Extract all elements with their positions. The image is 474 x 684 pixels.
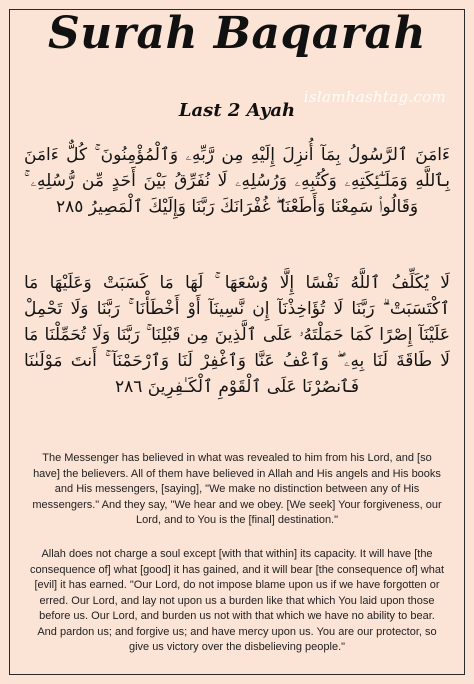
ayah-286-arabic: لَا يُكَلِّفُ ٱللَّهُ نَفْسًا إِلَّا وُسْعَهَا ۚ لَهَا مَا كَسَبَتْ وَعَلَيْهَا مَا ٱكْتَسَبَتْ ۗ رَبَّنَا لَا تُؤَاخِذْنَآ إِن نَّسِينَآ أَوْ أَخْطَأْنَا ۚ رَبَّنَا وَلَا تَحْمِلْ عَلَيْنَآ إِصْرًا كَمَا حَمَلْتَهُۥ عَلَى ٱلَّذِينَ مِن قَبْلِنَا ۚ رَبَّنَا وَلَا تُحَمِّلْنَا مَا لَا طَاقَةَ لَنَا بِهِۦ ۖ وَٱعْفُ عَنَّا وَٱغْفِرْ لَنَا وَٱرْحَمْنَآ ۚ أَنتَ مَوْلَىٰنَا فَٱنصُرْنَا عَلَى ٱلْقَوْمِ ٱلْكَـٰفِرِينَ ٢٨٦ [24, 273, 450, 397]
page-subtitle: Last 2 Ayah [178, 100, 296, 121]
watermark-text: islamhashtag.com [303, 88, 446, 106]
ayah-285-arabic: ءَامَنَ ٱلرَّسُولُ بِمَآ أُنزِلَ إِلَيْهِ مِن رَّبِّهِۦ وَٱلْمُؤْمِنُونَ ۚ كُلٌّ ءَامَنَ بِٱللَّهِ وَمَلَـٰٓئِكَتِهِۦ وَكُتُبِهِۦ وَرُسُلِهِۦ لَا نُفَرِّقُ بَيْنَ أَحَدٍ مِّن رُّسُلِهِۦ ۚ وَقَالُوا۟ سَمِعْنَا وَأَطَعْنَا ۖ غُفْرَانَكَ رَبَّنَا وَإِلَيْكَ ٱلْمَصِيرُ ٢٨٥ [24, 145, 451, 217]
ayah-286-translation: Allah does not charge a soul except [with that within] its capacity. It will have [the consequence of] what [good] it has gained, and it will bear [the consequence of] what [evil] it has earned. "Our Lord, do not impose blame upon us if we have forgotten or erred. Our Lord, and lay not upon us a burden like that which You laid upon those before us. Our Lord, and burden us not with that which we have no ability to bear. And pardon us; and forgive us; and have mercy upon us. You are our protector, so give us victory over the disbelieving people." [30, 548, 444, 653]
page-title: Surah Baqarah [48, 8, 426, 59]
ayah-285-translation: The Messenger has believed in what was revealed to him from his Lord, and [so have] the believers. All of them have believed in Allah and His angels and His books and His messengers, [saying], "We make no distinction between any of His messengers." And they say, "We hear and we obey. [We seek] Your forgiveness, our Lord, and to You is the [final] destination." [32, 452, 442, 526]
